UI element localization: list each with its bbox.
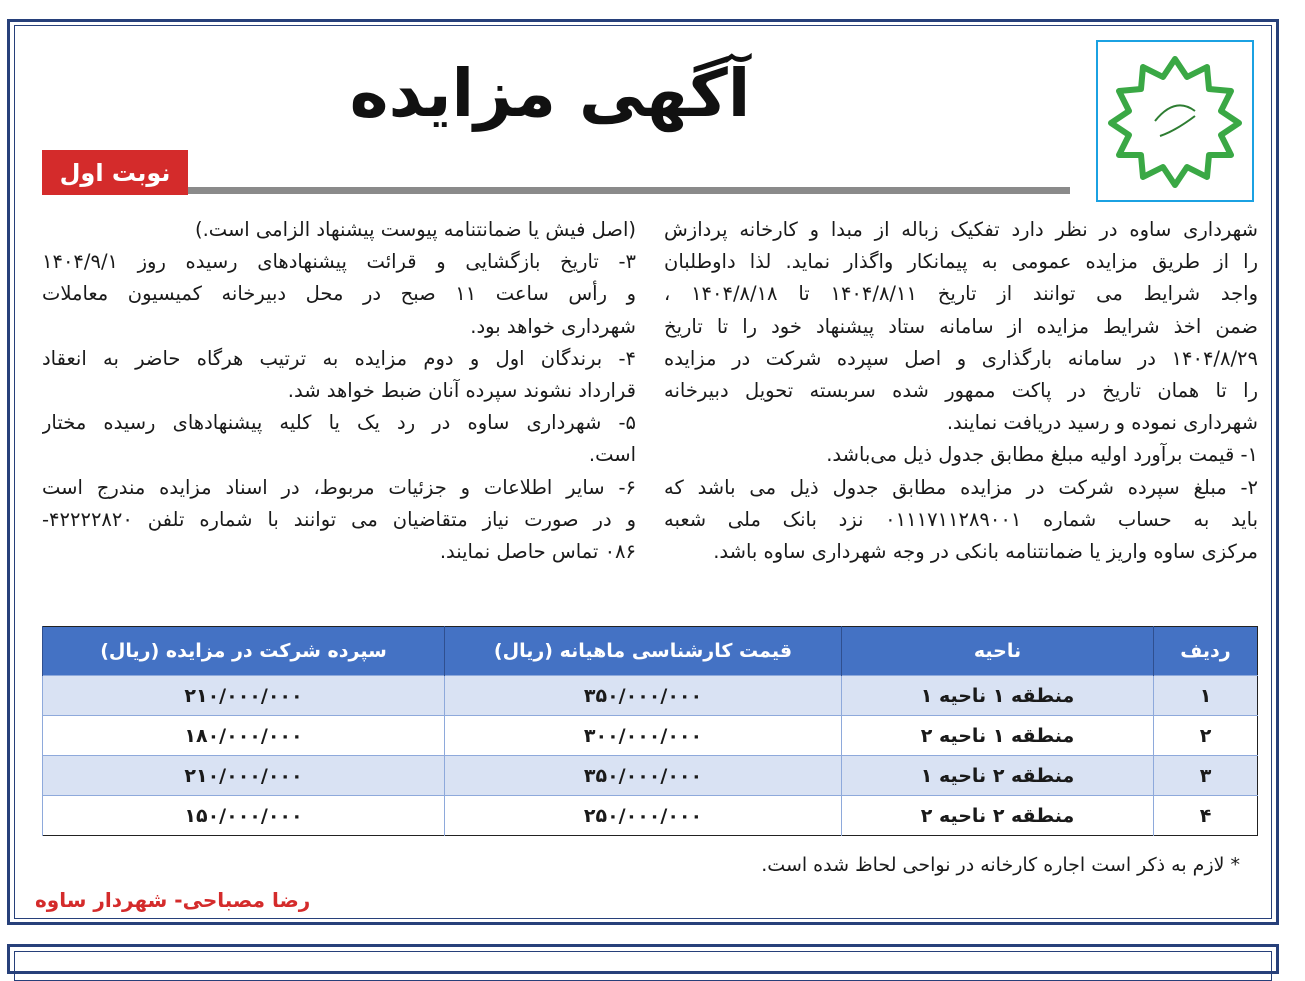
municipality-logo-icon [1096,40,1254,202]
cell-row-number: ۲ [1154,716,1258,756]
page-title: آگهی مزایده [349,55,751,132]
header-district: ناحیه [842,627,1154,676]
cell-deposit: ۱۵۰/۰۰۰/۰۰۰ [43,796,445,836]
table-header-row [43,627,1258,676]
cell-expert-price: ۳۰۰/۰۰۰/۰۰۰ [445,716,842,756]
table-row [43,716,1258,756]
cell-deposit: ۲۱۰/۰۰۰/۰۰۰ [43,756,445,796]
header-deposit: سپرده شرکت در مزایده (ریال) [43,627,445,676]
cell-district: منطقه ۱ ناحیه ۱ [842,676,1154,716]
cell-expert-price: ۳۵۰/۰۰۰/۰۰۰ [445,756,842,796]
text-line: شهرداری خواهد بود. [470,314,636,338]
header-divider [188,187,1070,194]
text-line: را تا همان تاریخ در پاکت ممهور شده سربسته تحویل دبیرخانه [664,378,1258,402]
cell-row-number: ۱ [1154,676,1258,716]
text-line: و رأس ساعت ۱۱ صبح در محل دبیرخانه کمیسیون معاملات [42,282,636,306]
text-line: ۵- شهرداری ساوه در رد یک یا کلیه پیشنهادهای رسیده مختار [42,411,636,435]
text-line: ۶- سایر اطلاعات و جزئیات مربوط، در اسناد مزایده مندرج است [42,475,636,499]
cell-deposit: ۱۸۰/۰۰۰/۰۰۰ [43,716,445,756]
text-line: مرکزی ساوه واریز یا ضمانتنامه بانکی در وجه شهرداری ساوه باشد. [713,539,1258,563]
round-badge: نوبت اول [42,150,188,195]
header-expert-price: قیمت کارشناسی ماهیانه (ریال) [445,627,842,676]
text-line: شهرداری ساوه در نظر دارد تفکیک زباله از مبدا و کارخانه پردازش [664,218,1258,241]
text-line: باید به حساب شماره ۰۱۱۱۷۱۱۲۸۹۰۰۱ نزد بانک ملی شعبه [664,507,1258,531]
auction-table [42,626,1258,836]
text-line: شهرداری نموده و رسید دریافت نمایند. [946,411,1258,435]
text-line: ۳- تاریخ بازگشایی و قرائت پیشنهادهای رسیده روز ۱۴۰۴/۹/۱ [42,250,636,274]
right-text-column [664,214,1258,568]
cell-expert-price: ۳۵۰/۰۰۰/۰۰۰ [445,676,842,716]
left-text-column [42,214,636,568]
cell-district: منطقه ۱ ناحیه ۲ [842,716,1154,756]
table-row [43,676,1258,716]
signature: رضا مصباحی- شهردار ساوه [35,888,311,912]
text-line: ۱۴۰۴/۸/۲۹ در سامانه بارگذاری و اصل سپرده شرکت در مزایده [664,346,1258,370]
text-line: (اصل فیش یا ضمانتنامه پیوست پیشنهاد الزامی است.) [194,218,636,241]
next-ad-inner-frame [14,951,1272,981]
header-row-number: ردیف [1154,627,1258,676]
cell-row-number: ۴ [1154,796,1258,836]
table-row [43,756,1258,796]
text-line: قرارداد نشوند سپرده آنان ضبط خواهد شد. [287,378,636,402]
cell-deposit: ۲۱۰/۰۰۰/۰۰۰ [43,676,445,716]
text-line: را از طریق مزایده عمومی به پیمانکار واگذار نماید. لذا داوطلبان [664,250,1258,274]
text-line: ۱- قیمت برآورد اولیه مبلغ مطابق جدول ذیل می‌باشد. [826,443,1258,467]
text-line: است. [588,443,636,467]
cell-district: منطقه ۲ ناحیه ۱ [842,756,1154,796]
text-line: ۲- مبلغ سپرده شرکت در مزایده مطابق جدول ذیل می باشد که [664,475,1258,499]
cell-expert-price: ۲۵۰/۰۰۰/۰۰۰ [445,796,842,836]
table-row [43,796,1258,836]
text-line: واجد شرایط می توانند از تاریخ ۱۴۰۴/۸/۱۱ تا ۱۴۰۴/۸/۱۸ ، [664,282,1258,306]
text-line: ۰۸۶ تماس حاصل نمایند. [439,539,636,563]
text-line: و در صورت نیاز متقاضیان می توانند با شماره تلفن ۴۲۲۲۲۸۲۰- [42,507,636,531]
text-line: ۴- برندگان اول و دوم مزایده به ترتیب هرگاه حاضر به انعقاد [42,346,636,370]
text-line: ضمن اخذ شرایط مزایده از سامانه ستاد پیشنهاد خود را تا تاریخ [664,314,1258,338]
cell-row-number: ۳ [1154,756,1258,796]
cell-district: منطقه ۲ ناحیه ۲ [842,796,1154,836]
footnote: * لازم به ذکر است اجاره کارخانه در نواحی لحاظ شده است. [761,854,1240,876]
